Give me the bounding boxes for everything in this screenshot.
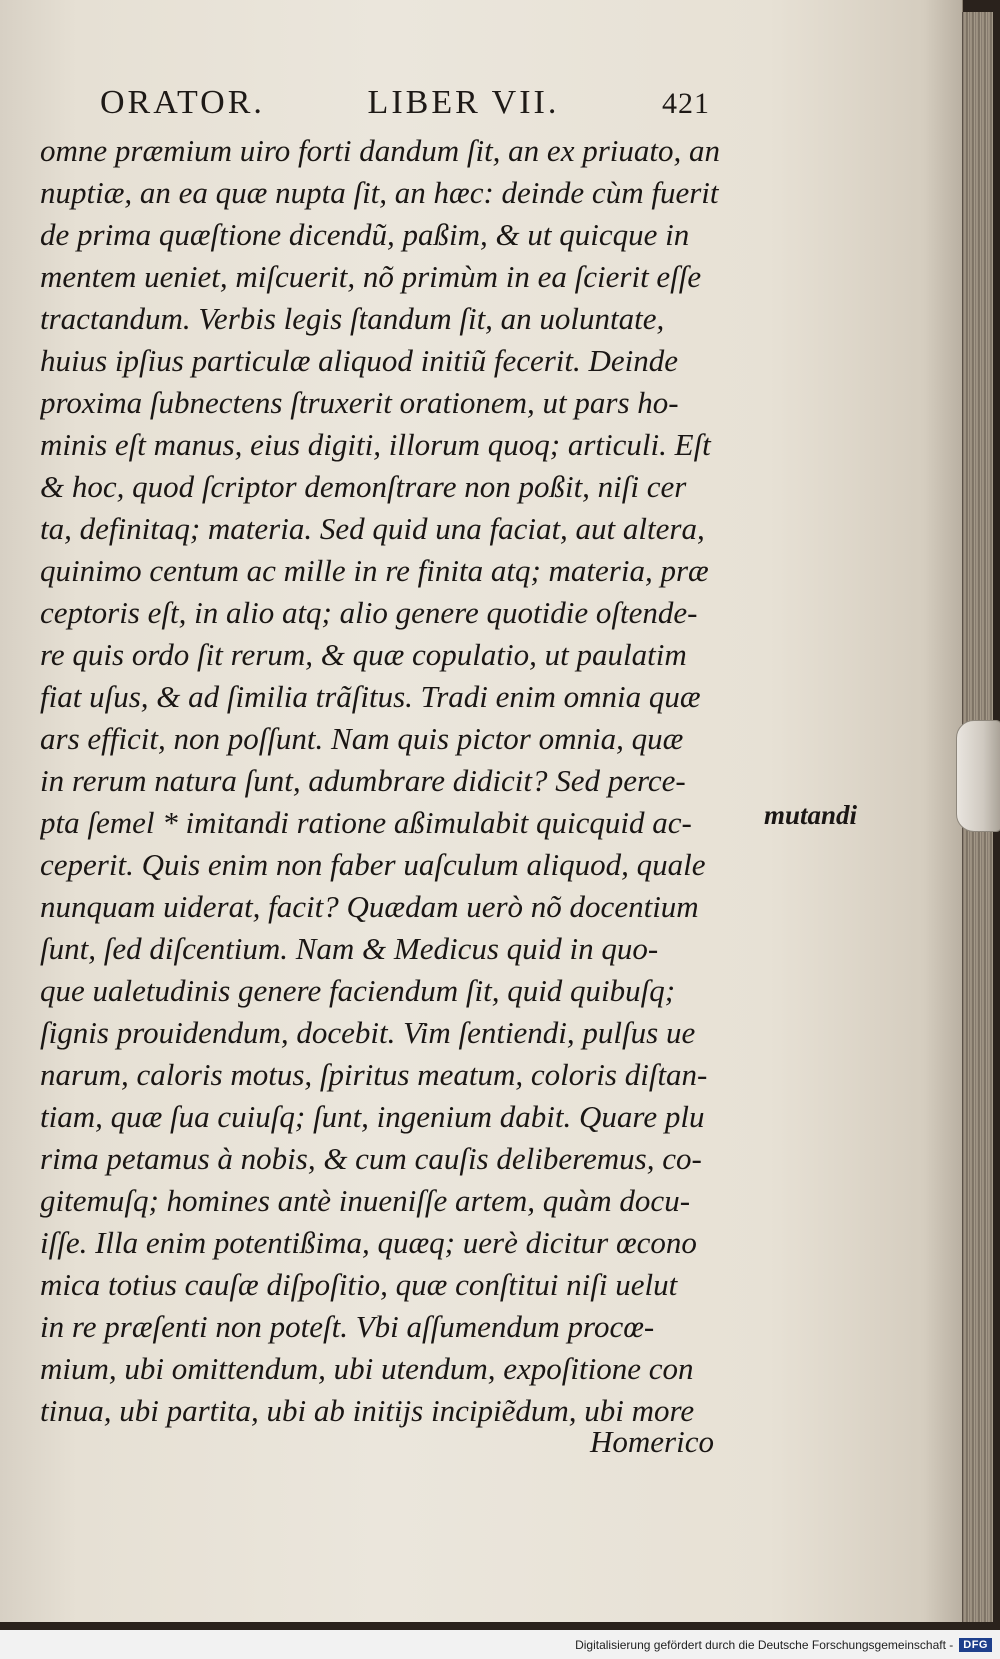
text-line: in re præſenti non poteſt. Vbi aſſumendum procœ- [40, 1309, 655, 1344]
text-line: narum, caloris motus, ſpiritus meatum, coloris diſtan- [40, 1057, 708, 1092]
text-line: quinimo centum ac mille in re finita atq; materia, præ [40, 553, 709, 588]
text-line: nuptiæ, an ea quæ nupta ſit, an hæc: deinde cùm fuerit [40, 175, 719, 210]
marginal-note: mutandi [764, 800, 858, 830]
text-line: tinua, ubi partita, ubi ab initijs incipiẽdum, ubi more [40, 1393, 695, 1428]
text-line: rima petamus à nobis, & cum cauſis deliberemus, co- [40, 1141, 702, 1176]
text-line: fiat uſus, & ad ſimilia trãſitus. Tradi enim omnia quæ [40, 679, 701, 714]
text-line: mica totius cauſæ diſpoſitio, quæ conſtitui niſi uelut [40, 1267, 678, 1302]
text-line: nunquam uiderat, facit? Quædam uerò nõ docentium [40, 889, 699, 924]
text-line: proxima ſubnectens ſtruxerit orationem, ut pars ho- [40, 385, 679, 420]
text-line: de prima quæſtione dicendũ, paßim, & ut quicque in [40, 217, 690, 252]
text-line: in rerum natura ſunt, adumbrare didicit? Sed perce- [40, 763, 686, 798]
text-line: que ualetudinis genere faciendum ſit, quid quibuſq; [40, 973, 676, 1008]
text-line: mentem ueniet, miſcuerit, nõ primùm in ea ſcierit eſſe [40, 259, 702, 294]
text-line: ſunt, ſed diſcentium. Nam & Medicus quid in quo- [40, 931, 659, 966]
text-line: tiam, quæ ſua cuiuſq; ſunt, ingenium dabit. Quare plu [40, 1099, 705, 1134]
running-head-book: LIBER VII. [367, 84, 560, 121]
book-clasp [956, 720, 1000, 832]
text-line: huius ipſius particulæ aliquod initiũ fecerit. Deinde [40, 343, 679, 378]
text-line: omne præmium uiro forti dandum ſit, an ex priuato, an [40, 133, 720, 168]
text-line: ars efficit, non poſſunt. Nam quis pictor omnia, quæ [40, 721, 684, 756]
body-text [40, 130, 740, 1432]
catchword: Homerico [590, 1424, 714, 1459]
text-line: ceperit. Quis enim non faber uaſculum aliquod, quale [40, 847, 706, 882]
digitization-footer [0, 1630, 1000, 1659]
text-line: ceptoris eſt, in alio atq; alio genere quotidie oſtende- [40, 595, 698, 630]
text-line: iſſe. Illa enim potentißima, quæq; uerè dicitur œcono [40, 1225, 697, 1260]
text-line: ſignis prouidendum, docebit. Vim ſentiendi, pulſus ue [40, 1015, 696, 1050]
running-head [100, 84, 710, 128]
text-line: & hoc, quod ſcriptor demonſtrare non poßit, niſi cer [40, 469, 687, 504]
funding-credit: Digitalisierung gefördert durch die Deutsche Forschungsgemeinschaft - [575, 1637, 954, 1652]
dfg-logo-icon: DFG [959, 1638, 992, 1652]
page-number: 421 [662, 87, 710, 120]
text-line: ta, definitaq; materia. Sed quid una faciat, aut altera, [40, 511, 705, 546]
text-line: tractandum. Verbis legis ſtandum ſit, an uoluntate, [40, 301, 665, 336]
text-line: minis eſt manus, eius digiti, illorum quoq; articuli. Eſt [40, 427, 711, 462]
running-head-title: ORATOR. [100, 84, 265, 121]
text-line: pta ſemel * imitandi ratione aßimulabit quicquid ac- [40, 805, 692, 840]
text-line: gitemuſq; homines antè inueniſſe artem, quàm docu- [40, 1183, 691, 1218]
text-line: re quis ordo ſit rerum, & quæ copulatio, ut paulatim [40, 637, 687, 672]
text-line: mium, ubi omittendum, ubi utendum, expoſitione con [40, 1351, 694, 1386]
